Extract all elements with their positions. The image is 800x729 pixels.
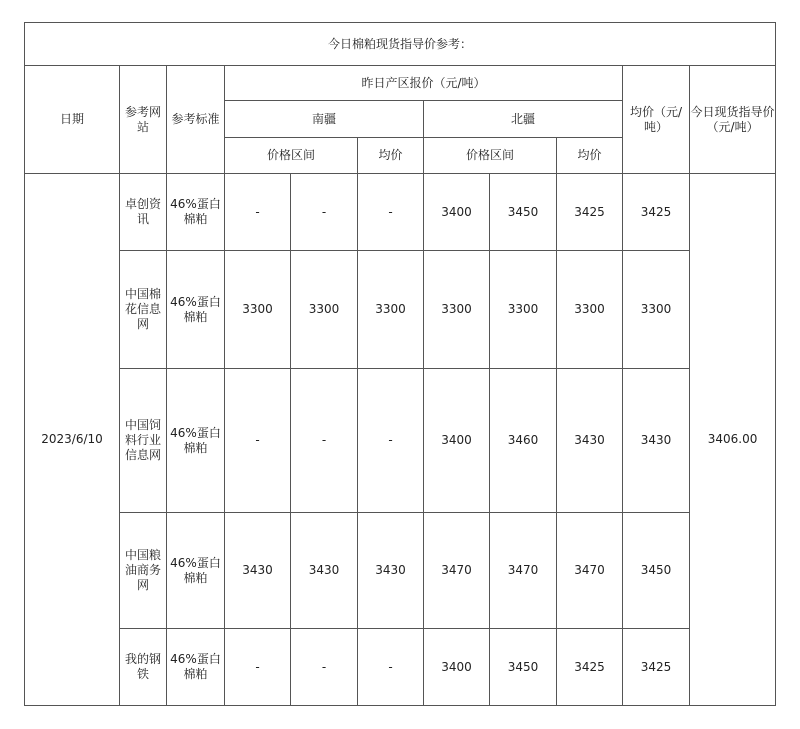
date-cell: 2023/6/10 xyxy=(25,174,120,706)
table-row xyxy=(25,251,776,369)
north-low-cell: 3400 xyxy=(424,629,490,706)
south-low-cell: 3430 xyxy=(225,513,291,629)
header-overall-avg: 均价（元/吨） xyxy=(623,66,690,174)
site-cell: 中国粮油商务网 xyxy=(120,513,167,629)
header-yesterday-quote: 昨日产区报价（元/吨） xyxy=(225,66,623,101)
table-caption: 今日棉粕现货指导价参考： xyxy=(25,23,776,66)
table-row xyxy=(25,629,776,706)
north-avg-cell: 3470 xyxy=(557,513,623,629)
north-low-cell: 3470 xyxy=(424,513,490,629)
north-high-cell: 3300 xyxy=(490,251,557,369)
header-site: 参考网站 xyxy=(120,66,167,174)
header-south-avg: 均价 xyxy=(358,138,424,174)
south-avg-cell: - xyxy=(358,629,424,706)
standard-cell: 46%蛋白棉粕 xyxy=(167,629,225,706)
header-north-range: 价格区间 xyxy=(424,138,557,174)
north-low-cell: 3400 xyxy=(424,174,490,251)
north-avg-cell: 3430 xyxy=(557,369,623,513)
standard-cell: 46%蛋白棉粕 xyxy=(167,251,225,369)
table-row xyxy=(25,513,776,629)
north-avg-cell: 3425 xyxy=(557,174,623,251)
avg-cell: 3300 xyxy=(623,251,690,369)
north-high-cell: 3470 xyxy=(490,513,557,629)
south-avg-cell: - xyxy=(358,369,424,513)
south-avg-cell: 3430 xyxy=(358,513,424,629)
header-south-range: 价格区间 xyxy=(225,138,358,174)
avg-cell: 3450 xyxy=(623,513,690,629)
avg-cell: 3430 xyxy=(623,369,690,513)
south-low-cell: - xyxy=(225,629,291,706)
header-today-price: 今日现货指导价（元/吨） xyxy=(690,66,776,174)
avg-cell: 3425 xyxy=(623,174,690,251)
today-price-cell: 3406.00 xyxy=(690,174,776,706)
header-date: 日期 xyxy=(25,66,120,174)
avg-cell: 3425 xyxy=(623,629,690,706)
table-row xyxy=(25,174,776,251)
south-high-cell: 3430 xyxy=(291,513,358,629)
header-south: 南疆 xyxy=(225,101,424,138)
standard-cell: 46%蛋白棉粕 xyxy=(167,369,225,513)
north-high-cell: 3450 xyxy=(490,629,557,706)
site-cell: 我的钢铁 xyxy=(120,629,167,706)
south-low-cell: - xyxy=(225,369,291,513)
standard-cell: 46%蛋白棉粕 xyxy=(167,174,225,251)
price-table xyxy=(24,22,776,706)
table-row xyxy=(25,369,776,513)
site-cell: 中国饲料行业信息网 xyxy=(120,369,167,513)
north-low-cell: 3300 xyxy=(424,251,490,369)
header-north-avg: 均价 xyxy=(557,138,623,174)
south-high-cell: - xyxy=(291,629,358,706)
south-high-cell: - xyxy=(291,369,358,513)
north-avg-cell: 3300 xyxy=(557,251,623,369)
south-high-cell: 3300 xyxy=(291,251,358,369)
north-high-cell: 3460 xyxy=(490,369,557,513)
south-avg-cell: - xyxy=(358,174,424,251)
north-low-cell: 3400 xyxy=(424,369,490,513)
south-low-cell: - xyxy=(225,174,291,251)
north-avg-cell: 3425 xyxy=(557,629,623,706)
south-low-cell: 3300 xyxy=(225,251,291,369)
north-high-cell: 3450 xyxy=(490,174,557,251)
south-avg-cell: 3300 xyxy=(358,251,424,369)
south-high-cell: - xyxy=(291,174,358,251)
header-north: 北疆 xyxy=(424,101,623,138)
site-cell: 卓创资讯 xyxy=(120,174,167,251)
header-standard: 参考标准 xyxy=(167,66,225,174)
standard-cell: 46%蛋白棉粕 xyxy=(167,513,225,629)
site-cell: 中国棉花信息网 xyxy=(120,251,167,369)
